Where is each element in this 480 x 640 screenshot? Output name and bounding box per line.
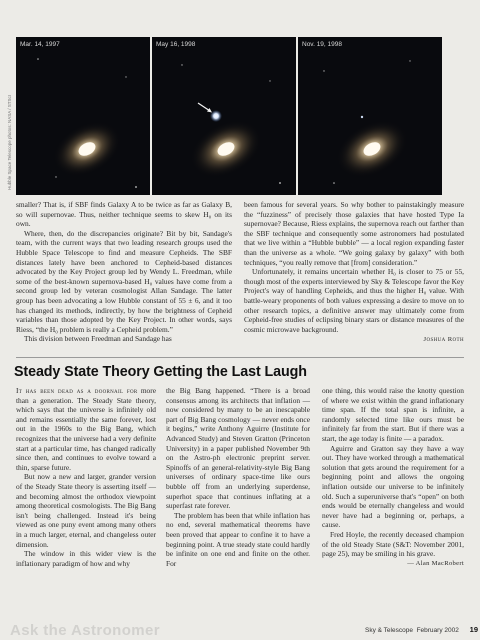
- photo-credit: Hubble Space Telescope photos: NASA / STScI: [7, 95, 12, 190]
- faded-supernova: [361, 116, 363, 118]
- paragraph: This division between Freedman and Sandage has: [24, 334, 172, 344]
- paragraph: one thing, this would raise the knotty question of where we exist within the grand inflationary time span. If the total span is infinite, a randomly selected time like ours must be infinitely far from the start. But if there was a start, the age today is finite — a paradox.: [322, 386, 464, 443]
- page-footer: [0, 624, 480, 640]
- galaxy-photo-1998-nov: [298, 37, 442, 195]
- paragraph: Unfortunately, it remains uncertain whether H₀ is closer to 75 or 55, though most of the experts interviewed by Sky & Telescope favor the Key Project's way of handling Cepheids, and thus the higher H₀ value. With battle-weary proponents of both values expressing a desire to move on to other research topics, a definitive answer may ultimately come from Cepheid-free studies of eclipsing binary stars or distance measures of the cosmic microwave background.: [244, 267, 464, 334]
- article2-column-2: [166, 386, 310, 568]
- galaxy-image: [298, 37, 442, 195]
- issue-date: February 2002: [416, 627, 459, 634]
- galaxy-image: [152, 37, 296, 195]
- lead-in: It has been dead as a doornail for: [16, 386, 138, 395]
- paragraph: Fred Hoyle, the recently deceased champion of the old Steady State (S&T: November 2001, page 25), may be smiling in his grave.: [322, 529, 464, 559]
- magazine-name: Sky & Telescope: [365, 627, 413, 634]
- galaxy-photo-1997: [16, 37, 150, 195]
- paragraph: the Big Bang happened. “There is a broad consensus among its architects that inflation — now considered by many to be an inescapable part of Big Bang cosmology — never ends once it begins,” write Anthony Aguirre (Institute for Advanced Study) and Steven Gratton (Princeton University) in a paper published November 9th on the Astro-ph electronic preprint server. Spinoffs of an general-relativity-style Big Bang universes of ordinary space-time like ours bubble off from an underlying superdense, superhot space that continues inflating at a superfast rate forever.: [166, 386, 310, 511]
- paragraph: The problem has been that while inflation has no end, several mathematical theorems have been proved that appear to confine it to have a beginning point. A true steady state could hardly be infinite on one end and finite on the other. For: [166, 510, 310, 568]
- photo-date-label: May 16, 1998: [156, 41, 196, 48]
- article1-column-2: [244, 200, 464, 345]
- article2-column-1: [16, 386, 156, 568]
- supernova: [210, 110, 222, 122]
- bleed-through-text: Ask the Astronomer: [10, 622, 161, 639]
- article2-column-3: [322, 386, 464, 568]
- arrow-icon: [198, 103, 212, 113]
- photo-date-label: Mar. 14, 1997: [20, 41, 60, 48]
- galaxy-image: [16, 37, 150, 195]
- photo-date-label: Nov. 19, 1998: [302, 41, 342, 48]
- paragraph: Where, then, do the discrepancies originate? Bit by bit, Sandage's team, with the current ways that two leading research groups used the Hubble Space Telescope to find and measure Cepheids. The SBF distances lately have been anchored to Cepheid-based distances advocated by the Key Project group led by Wendy L. Freedman, while some of the best-known supernova-based H₀ values have come from a second group led by veteran cosmologist Allan Sandage. The latter group has been advocating a low Hubble constant of 55 ± 6, and it too has changed its methods, indirectly, by how the brightness of Cepheid variables than those adopted by the Key Project. In other words, says Riess, “the H₀ problem is really a Cepheid problem.”: [16, 228, 232, 334]
- author-signature: Joshua Roth: [423, 336, 464, 344]
- author-signature: — Alan MacRobert: [407, 559, 464, 567]
- page-number: 19: [469, 625, 478, 634]
- section-divider: [16, 357, 464, 358]
- article-headline: Steady State Theory Getting the Last Laugh: [14, 364, 307, 380]
- paragraph: But now a new and larger, grander version of the Steady State theory is asserting itself — and becoming almost the orthodox viewpoint among theoretical cosmologists. The Big Bang isn't being challenged. Instead it's being viewed as one puny event among many others in a much larger, eternal, and changeless outer dimension.: [16, 472, 156, 549]
- paragraph: been famous for several years. So why bother to painstakingly measure the “fuzziness” of precisely those galaxies that have hosted Type Ia supernovae? Because, Riess explains, the supernova reach out farther than the SBF technique and consequently some astronomers had postulated that we live within a “Hubble bubble” — a local region expanding faster than the universe as a whole. “We going galaxy by galaxy” with both techniques, “you really remove that [from] consideration.”: [244, 200, 464, 267]
- folio: [365, 625, 478, 634]
- paragraph: Aguirre and Gratton say they have a way out. They have worked through a mathematical solution that gets around the requirement for a beginning point and allows the ongoing inflation outside our universe to be infinitely old. Such a superuniverse that's “open” on both ends would be eternally changeless and would never have had a beginning or, perhaps, a cause.: [322, 443, 464, 530]
- paragraph-text: more than a generation. The Steady State theory, which says that the universe is infinitely old and remains essentially the same forever, lost out in the 1960s to the Big Bang, which recognizes that the universe had a very definite start at a particular time, has changed radically since then, and continues to evolve toward a thin, sparse future.: [16, 386, 156, 472]
- paragraph: smaller? That is, if SBF finds Galaxy A to be twice as far as Galaxy B, so will supernovae. Thus, neither technique seems to skew H₀ on its own.: [16, 200, 232, 229]
- paragraph: The window in this wider view is the inflationary paradigm of how and why: [16, 549, 156, 568]
- article1-column-1: [16, 200, 232, 344]
- paragraph: [16, 386, 156, 472]
- galaxy-photo-1998-may: [152, 37, 296, 195]
